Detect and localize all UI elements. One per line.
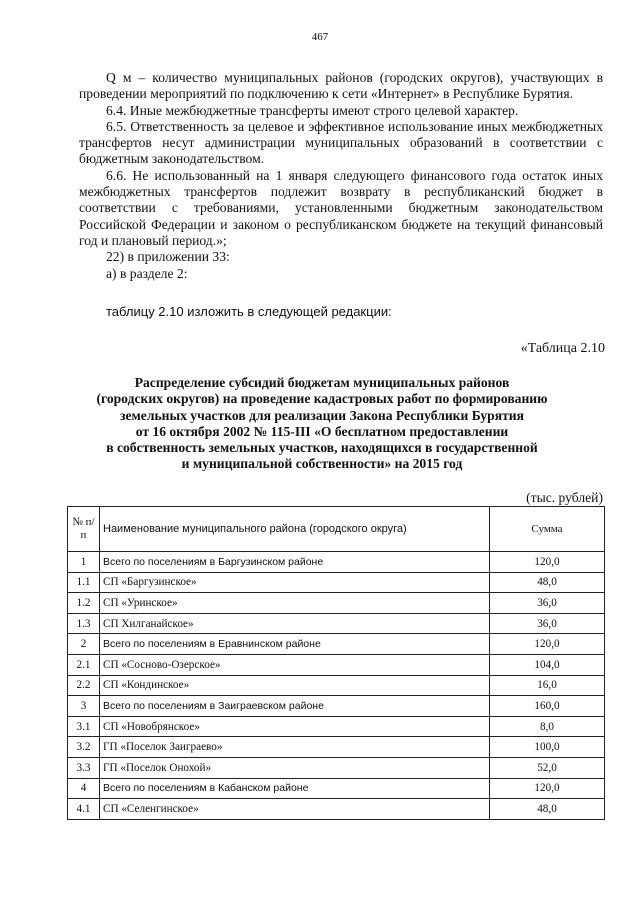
- table-label: «Таблица 2.10: [520, 341, 605, 356]
- title-line: от 16 октября 2002 № 115-III «О бесплатном предоставлении: [135, 423, 509, 439]
- row-sum: 36,0: [490, 613, 605, 634]
- row-number: 2.1: [68, 654, 100, 675]
- page-number: 467: [311, 31, 329, 43]
- header-sum: Сумма: [490, 507, 605, 552]
- header-name: Наименование муниципального района (городского округа): [100, 507, 490, 552]
- row-number: 1: [68, 552, 100, 573]
- title-line: земельных участков для реализации Закона Республики Бурятия: [120, 407, 524, 423]
- paragraph-6-6: 6.6. Не использованный на 1 января следующего финансового года остаток иных межбюджетных трансфертов подлежит возврату в республиканский бюджет в соответствии с требованиями, установленными бюджетным законодательством Российской Федерации и законом о республиканском бюджете на текущий финансовый год и плановый период.»;: [79, 167, 603, 248]
- row-sum: 160,0: [490, 696, 605, 717]
- table-intro: таблицу 2.10 изложить в следующей редакции:: [106, 304, 392, 319]
- row-sum: 48,0: [490, 799, 605, 820]
- row-number: 1.1: [68, 572, 100, 593]
- row-sum: 120,0: [490, 634, 605, 655]
- table-row: [68, 654, 605, 675]
- title-line: и муниципальной собственности» на 2015 год: [181, 456, 463, 472]
- row-number: 3: [68, 696, 100, 717]
- row-number: 4.1: [68, 799, 100, 820]
- row-sum: 120,0: [490, 778, 605, 799]
- title-line: (городских округов) на проведение кадастровых работ по формированию: [96, 391, 548, 407]
- row-sum: 100,0: [490, 737, 605, 758]
- row-name: СП Хилганайское»: [100, 613, 490, 634]
- table-row: [68, 552, 605, 573]
- table-row: [68, 737, 605, 758]
- row-number: 2: [68, 634, 100, 655]
- table-row: [68, 757, 605, 778]
- table-row: [68, 696, 605, 717]
- row-name: СП «Новобрянское»: [100, 716, 490, 737]
- row-name: Всего по поселениям в Кабанском районе: [100, 778, 490, 799]
- row-number: 3.3: [68, 757, 100, 778]
- paragraph-qm: Q м – количество муниципальных районов (городских округов), участвующих в проведении мероприятий по подключению к сети «Интернет» в Республике Бурятия.: [79, 70, 603, 102]
- row-name: ГП «Поселок Онохой»: [100, 757, 490, 778]
- row-number: 4: [68, 778, 100, 799]
- row-name: СП «Уринское»: [100, 593, 490, 614]
- item-a: а) в разделе 2:: [106, 265, 188, 281]
- row-name: Всего по поселениям в Еравнинском районе: [100, 634, 490, 655]
- subsidy-table: [67, 506, 605, 820]
- row-name: СП «Баргузинское»: [100, 572, 490, 593]
- body-text: [79, 70, 603, 282]
- row-number: 1.3: [68, 613, 100, 634]
- row-name: СП «Кондинское»: [100, 675, 490, 696]
- units-label: (тыс. рублей): [526, 490, 603, 505]
- row-sum: 48,0: [490, 572, 605, 593]
- row-name: СП «Селенгинское»: [100, 799, 490, 820]
- table-row: [68, 613, 605, 634]
- row-name: ГП «Поселок Заиграево»: [100, 737, 490, 758]
- table-row: [68, 675, 605, 696]
- table-row: [68, 778, 605, 799]
- row-sum: 52,0: [490, 757, 605, 778]
- row-name: Всего по поселениям в Баргузинском районе: [100, 552, 490, 573]
- row-number: 2.2: [68, 675, 100, 696]
- row-number: 1.2: [68, 593, 100, 614]
- title-line: в собственность земельных участков, находящихся в государственной: [106, 440, 538, 456]
- table-row: [68, 634, 605, 655]
- header-num: № п/п: [68, 507, 100, 552]
- title-line: Распределение субсидий бюджетам муниципальных районов: [134, 375, 510, 390]
- row-sum: 120,0: [490, 552, 605, 573]
- table-row: [68, 716, 605, 737]
- paragraph-6-4: 6.4. Иные межбюджетные трансферты имеют строго целевой характер.: [106, 102, 519, 118]
- table-row: [68, 572, 605, 593]
- row-sum: 104,0: [490, 654, 605, 675]
- row-sum: 8,0: [490, 716, 605, 737]
- table-row: [68, 799, 605, 820]
- row-name: Всего по поселениям в Заиграевском районе: [100, 696, 490, 717]
- paragraph-6-5: 6.5. Ответственность за целевое и эффективное использование иных межбюджетных трансфертов несут администрации муниципальных образований в соответствии с бюджетным законодательством.: [79, 118, 603, 167]
- row-name: СП «Сосново-Озерское»: [100, 654, 490, 675]
- table-title: [72, 375, 572, 473]
- row-sum: 16,0: [490, 675, 605, 696]
- item-22: 22) в приложении 33:: [106, 249, 230, 265]
- row-number: 3.2: [68, 737, 100, 758]
- table-row: [68, 593, 605, 614]
- table-header-row: [68, 507, 605, 552]
- table-body: [68, 552, 605, 820]
- row-number: 3.1: [68, 716, 100, 737]
- row-sum: 36,0: [490, 593, 605, 614]
